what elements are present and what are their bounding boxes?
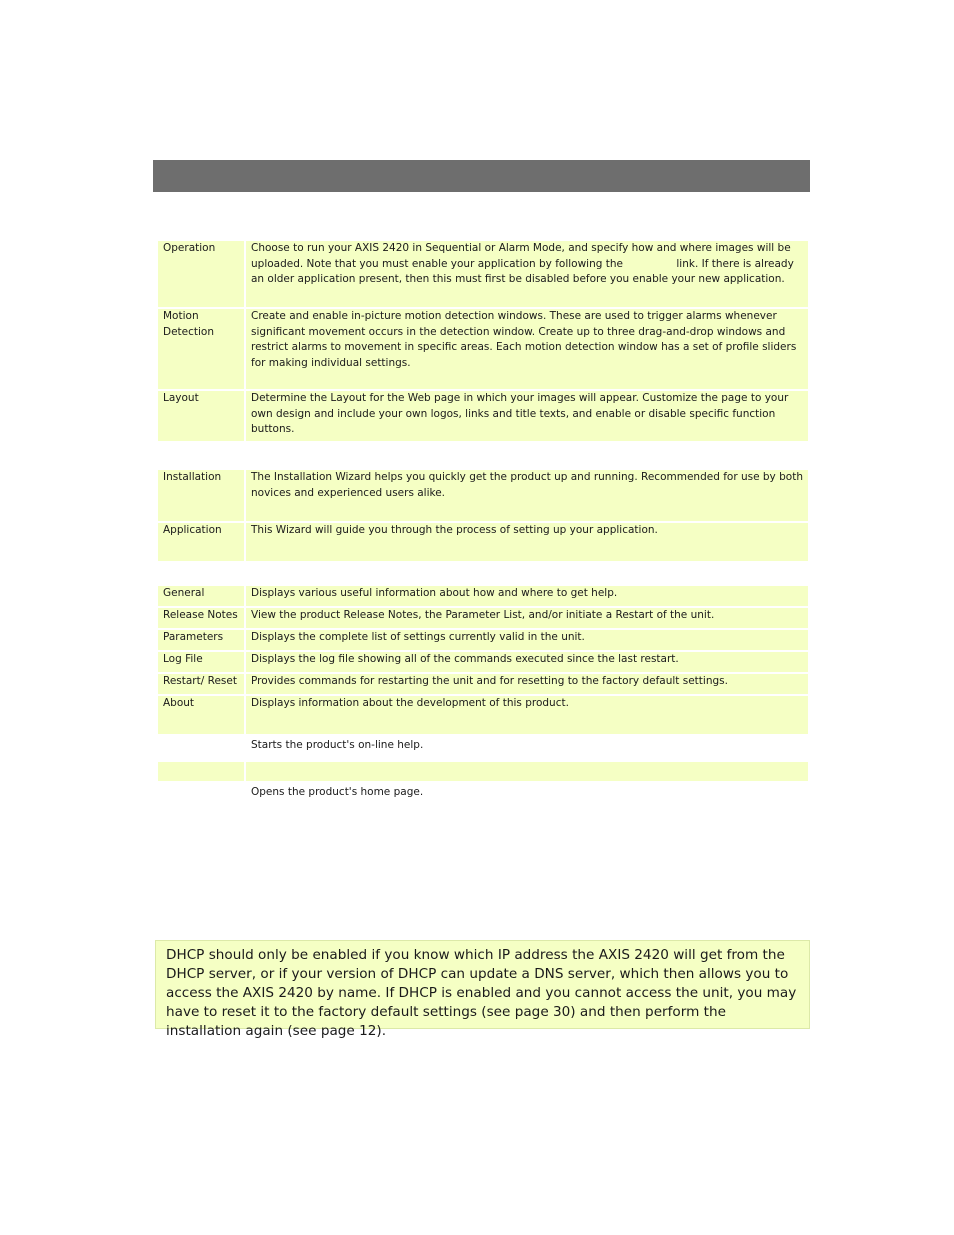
row-description [246,762,808,781]
row-label: Application [158,523,244,561]
table-row [158,762,808,781]
row-label: Log File [158,652,244,672]
row-label: Restart/ Reset [158,674,244,694]
help-table [158,586,808,807]
table-row [158,738,808,760]
row-label: General [158,586,244,606]
table-row [158,241,808,307]
row-description: Determine the Layout for the Web page in which your images will appear. Customize the page to your own design and include your own logos, links and title texts, and enable or disable specific function buttons. [246,391,808,441]
row-description: Opens the product's home page. [251,786,424,798]
section-header-bar [153,160,810,192]
row-description: View the product Release Notes, the Parameter List, and/or initiate a Restart of the unit. [246,608,808,628]
table-row [158,674,808,694]
table-row [158,696,808,734]
table-row [158,391,808,441]
table-row [158,785,808,807]
row-description: Choose to run your AXIS 2420 in Sequential or Alarm Mode, and specify how and where images will be uploaded. Note that you must enable your application by following the link. If there is already an older application present, then this must first be disabled before you enable your new application. [246,241,808,307]
table-row [158,586,808,606]
row-label: Parameters [158,630,244,650]
row-label: Installation [158,470,244,521]
row-description: Displays the log file showing all of the commands executed since the last restart. [246,652,808,672]
row-description: This Wizard will guide you through the process of setting up your application. [246,523,808,561]
row-description: Provides commands for restarting the unit and for resetting to the factory default settings. [246,674,808,694]
setup-table [158,241,808,441]
row-description: Displays information about the development of this product. [246,696,808,734]
row-label: Motion Detection [158,309,244,389]
row-label [158,762,244,781]
row-label: Release Notes [158,608,244,628]
row-description: The Installation Wizard helps you quickly get the product up and running. Recommended for use by both novices and experienced users alike. [246,470,808,521]
row-description: Create and enable in-picture motion detection windows. These are used to trigger alarms whenever significant movement occurs in the detection window. Create up to three drag-and-drop windows and restrict alarms to movement in specific areas. Each motion detection window has a set of profile sliders for making individual settings. [246,309,808,389]
row-label [158,738,244,760]
row-label: About [158,696,244,734]
table-row [158,523,808,561]
table-row [158,309,808,389]
row-label: Layout [158,391,244,441]
table-row [158,470,808,521]
table-row [158,652,808,672]
row-label: Operation [158,241,244,307]
table-row [158,630,808,650]
row-label [158,785,244,807]
table-row [158,608,808,628]
note-text: DHCP should only be enabled if you know which IP address the AXIS 2420 will get from the DHCP server, or if your version of DHCP can update a DNS server, which then allows you to access the AXIS 2420 by name. If DHCP is enabled and you cannot access the unit, you may have to reset it to the factory default settings (see page 30) and then perform the installation again (see page 12). [166,947,797,1039]
wizards-table [158,470,808,561]
row-description: Displays various useful information about how and where to get help. [246,586,808,606]
dhcp-note-box [155,940,810,1039]
row-description: Starts the product's on-line help. [251,739,424,751]
row-description: Displays the complete list of settings currently valid in the unit. [246,630,808,650]
